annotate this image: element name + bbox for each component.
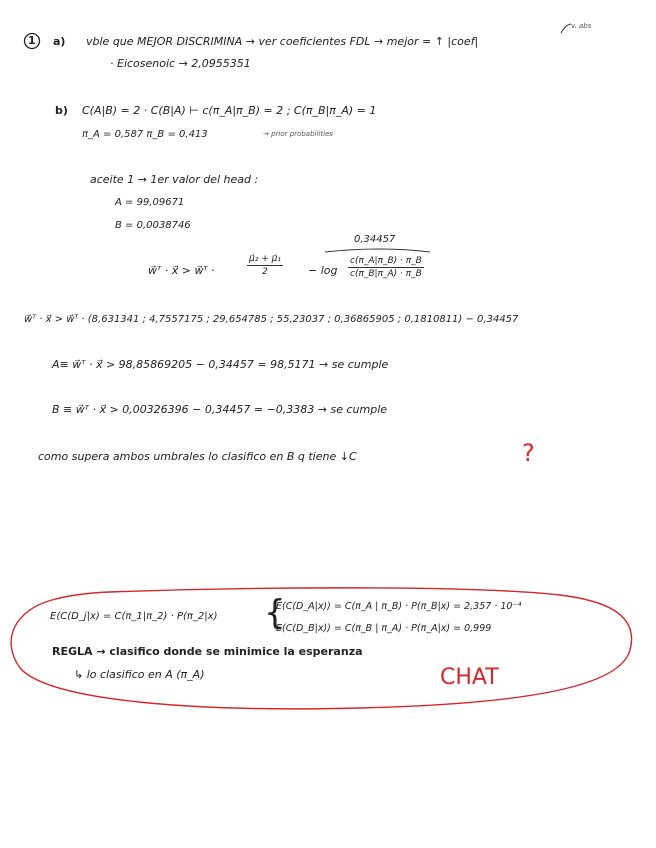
expected-cost-expression: E(C(D_j|x) = C(π_1|π_2) · P(π_2|x) bbox=[50, 611, 218, 622]
mean-denominator: 2 bbox=[262, 267, 268, 277]
prior-values: π_A = 0,587 π_B = 0,413 bbox=[82, 129, 208, 140]
check-a: A≡ w⃗ᵀ · x⃗ > 98,85869205 − 0,34457 = 98,5171 → se cumple bbox=[52, 358, 389, 371]
question-mark: ? bbox=[522, 439, 535, 467]
part-a-label: a) bbox=[53, 35, 66, 48]
abs-value-note: v. abs bbox=[571, 22, 592, 30]
expected-cost-a: E(C(D_A|x)) = C(π_A | π_B) · P(π_B|x) = 2,357 · 10⁻⁴ bbox=[276, 601, 522, 612]
classification-result: ↳ lo clasifico en A (π_A) bbox=[74, 668, 205, 681]
conclusion: como supera ambos umbrales lo clasifico en B q tiene ↓C bbox=[38, 450, 357, 463]
log-denominator: c(π_B|π_A) · π_B bbox=[350, 269, 422, 279]
chat-label: CHAT bbox=[440, 665, 499, 690]
rule-substituted: w⃗ᵀ · x⃗ > w⃗ᵀ · (8,631341 ; 4,7557175 ; 29,654785 ; 55,23037 ; 0,36865905 ; 0,1810811) − 0,34457 bbox=[24, 314, 519, 325]
log-numerator: c(π_A|π_B) · π_B bbox=[350, 256, 422, 266]
over-value: 0,34457 bbox=[354, 234, 396, 245]
rule-lhs: w⃗ᵀ · x⃗ > w⃗ᵀ · bbox=[148, 264, 215, 277]
over-arc bbox=[325, 249, 430, 252]
mean-fraction bbox=[247, 254, 283, 277]
cost-relation: C(A|B) = 2 · C(B|A) ⊢ c(π_A|π_B) = 2 ; C(π_B|π_A) = 1 bbox=[82, 104, 377, 117]
part-b-label: b) bbox=[55, 104, 68, 117]
value-b: B = 0,0038746 bbox=[115, 220, 191, 231]
aceite-title: aceite 1 → 1er valor del head : bbox=[90, 173, 259, 186]
value-a: A = 99,09671 bbox=[115, 197, 185, 208]
note-arrow bbox=[561, 24, 571, 33]
part-a-line-2: · Eicosenoic → 2,0955351 bbox=[110, 57, 251, 70]
check-b: B ≡ w⃗ᵀ · x⃗ > 0,00326396 − 0,34457 = −0,3383 → se cumple bbox=[52, 403, 388, 416]
log-term: − log bbox=[308, 264, 338, 277]
expected-cost-brace: { bbox=[264, 593, 286, 633]
decision-rule: REGLA → clasifico donde se minimice la esperanza bbox=[52, 645, 363, 658]
question-number: 1 bbox=[28, 34, 36, 47]
mean-numerator: μ⃗₂ + μ⃗₁ bbox=[249, 254, 281, 264]
prior-note: → prior probabilities bbox=[263, 130, 333, 138]
expected-cost-b: E(C(D_B|x)) = C(π_B | π_A) · P(π_A|x) = 0,999 bbox=[276, 623, 492, 634]
part-a-line-1: vble que MEJOR DISCRIMINA → ver coeficientes FDL → mejor = ↑ |coef| bbox=[86, 35, 479, 48]
log-fraction bbox=[348, 256, 424, 279]
